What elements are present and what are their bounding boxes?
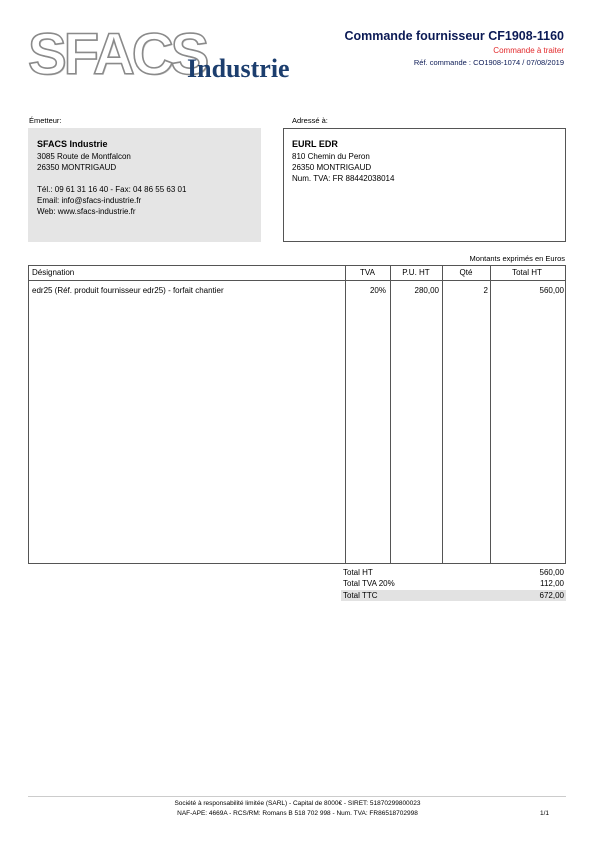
status-text: Commande à traiter	[493, 46, 564, 55]
company-logo-suffix: Industrie	[187, 54, 290, 83]
column-divider	[490, 265, 491, 564]
row-tva: 20%	[369, 286, 386, 295]
table-header-divider	[28, 280, 566, 281]
company-logo: SFACS	[28, 22, 207, 87]
column-divider	[345, 265, 346, 564]
recipient-address1: 810 Chemin du Peron	[292, 152, 370, 161]
column-divider	[390, 265, 391, 564]
page-number: 1/1	[539, 810, 549, 817]
sender-label: Émetteur:	[29, 116, 62, 125]
total-tva-label: Total TVA 20%	[343, 579, 395, 588]
sender-email: Email: info@sfacs-industrie.fr	[37, 196, 142, 205]
row-unit-price: 280,00	[414, 286, 439, 295]
recipient-label: Adressé à:	[292, 116, 328, 125]
order-reference: Réf. commande : CO1908-1074 / 07/08/2019	[413, 58, 564, 67]
header-quantity: Qté	[459, 268, 473, 277]
document-title: Commande fournisseur CF1908-1160	[344, 29, 564, 43]
total-tva-value: 112,00	[540, 579, 564, 588]
sender-web: Web: www.sfacs-industrie.fr	[37, 207, 136, 216]
recipient-box	[283, 128, 566, 242]
header-total: Total HT	[512, 268, 542, 277]
column-divider	[442, 265, 443, 564]
sender-phone: Tél.: 09 61 31 16 40 - Fax: 04 86 55 63 01	[37, 185, 187, 194]
footer-legal-line2: NAF-APE: 4669A - RCS/RM: Romans B 518 702 998 - Num. TVA: FR86518702998	[177, 810, 418, 817]
recipient-address2: 26350 MONTRIGAUD	[292, 163, 372, 172]
total-ht-value: 560,00	[539, 568, 564, 577]
sender-box	[28, 128, 261, 242]
total-ttc-label: Total TTC	[343, 591, 378, 600]
header-unit-price: P.U. HT	[402, 268, 430, 277]
sender-address2: 26350 MONTRIGAUD	[37, 163, 117, 172]
recipient-name: EURL EDR	[292, 139, 338, 149]
header-designation: Désignation	[32, 268, 75, 277]
sender-name: SFACS Industrie	[37, 139, 108, 149]
recipient-vat: Num. TVA: FR 88442038014	[292, 174, 395, 183]
row-quantity: 2	[483, 286, 488, 295]
header-tva: TVA	[360, 268, 375, 277]
total-ttc-value: 672,00	[539, 591, 564, 600]
currency-note: Montants exprimés en Euros	[469, 254, 565, 263]
row-total: 560,00	[539, 286, 564, 295]
footer-legal-line1: Société à responsabilité limitée (SARL) - Capital de 8000€ - SIRET: 51870299800023	[174, 800, 421, 807]
row-designation: edr25 (Réf. produit fournisseur edr25) - forfait chantier	[32, 286, 224, 295]
order-lines-table	[28, 265, 566, 564]
sender-address1: 3085 Route de Montfalcon	[37, 152, 131, 161]
total-ht-label: Total HT	[343, 568, 373, 577]
footer-divider	[28, 796, 566, 797]
